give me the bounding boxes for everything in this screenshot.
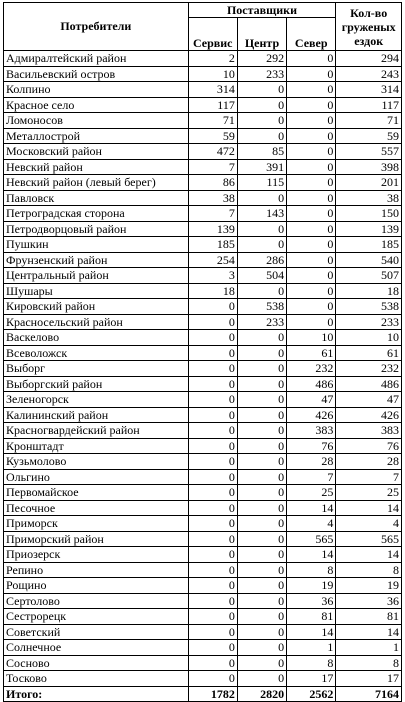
table-row bbox=[4, 97, 402, 113]
table-row bbox=[4, 547, 402, 563]
service-value: 59 bbox=[188, 128, 237, 144]
service-value: 38 bbox=[188, 190, 237, 206]
consumer-name: Шушары bbox=[4, 283, 189, 299]
consumer-name: Красное село bbox=[4, 97, 189, 113]
north-value: 14 bbox=[287, 500, 336, 516]
consumer-name: Выборгский район bbox=[4, 376, 189, 392]
table-row bbox=[4, 640, 402, 656]
service-value: 0 bbox=[188, 361, 237, 377]
service-value: 0 bbox=[188, 640, 237, 656]
table-row bbox=[4, 423, 402, 439]
total-value: 4 bbox=[336, 516, 402, 532]
center-value: 0 bbox=[237, 500, 286, 516]
table-row bbox=[4, 82, 402, 98]
consumer-name: Васкелово bbox=[4, 330, 189, 346]
table-row bbox=[4, 624, 402, 640]
consumer-name: Кронштадт bbox=[4, 438, 189, 454]
consumer-name: Металлострой bbox=[4, 128, 189, 144]
consumer-name: Невский район bbox=[4, 159, 189, 175]
north-value: 0 bbox=[287, 82, 336, 98]
table-row bbox=[4, 454, 402, 470]
table-body bbox=[4, 51, 402, 687]
total-value: 61 bbox=[336, 345, 402, 361]
total-service: 1782 bbox=[188, 686, 237, 702]
service-value: 0 bbox=[188, 454, 237, 470]
table-row bbox=[4, 237, 402, 253]
total-value: 8 bbox=[336, 655, 402, 671]
service-value: 0 bbox=[188, 438, 237, 454]
service-value: 0 bbox=[188, 345, 237, 361]
total-value: 486 bbox=[336, 376, 402, 392]
table-row bbox=[4, 531, 402, 547]
service-value: 7 bbox=[188, 159, 237, 175]
consumer-name: Рощино bbox=[4, 578, 189, 594]
center-value: 0 bbox=[237, 376, 286, 392]
header-center: Центр bbox=[237, 18, 286, 51]
center-value: 0 bbox=[237, 97, 286, 113]
north-value: 0 bbox=[287, 221, 336, 237]
north-value: 232 bbox=[287, 361, 336, 377]
total-value: 14 bbox=[336, 500, 402, 516]
service-value: 0 bbox=[188, 624, 237, 640]
total-value: 14 bbox=[336, 547, 402, 563]
total-value: 76 bbox=[336, 438, 402, 454]
center-value: 143 bbox=[237, 206, 286, 222]
north-value: 0 bbox=[287, 268, 336, 284]
consumer-name: Невский район (левый берег) bbox=[4, 175, 189, 191]
table-row bbox=[4, 190, 402, 206]
center-value: 115 bbox=[237, 175, 286, 191]
header-north: Север bbox=[287, 18, 336, 51]
table-row bbox=[4, 159, 402, 175]
service-value: 7 bbox=[188, 206, 237, 222]
north-value: 0 bbox=[287, 159, 336, 175]
total-value: 232 bbox=[336, 361, 402, 377]
center-value: 0 bbox=[237, 128, 286, 144]
total-value: 71 bbox=[336, 113, 402, 129]
table-row bbox=[4, 268, 402, 284]
total-value: 557 bbox=[336, 144, 402, 160]
consumer-name: Приморский район bbox=[4, 531, 189, 547]
center-value: 0 bbox=[237, 283, 286, 299]
table-row bbox=[4, 438, 402, 454]
north-value: 28 bbox=[287, 454, 336, 470]
north-value: 486 bbox=[287, 376, 336, 392]
north-value: 19 bbox=[287, 578, 336, 594]
total-value: 243 bbox=[336, 66, 402, 82]
total-value: 10 bbox=[336, 330, 402, 346]
total-value: 201 bbox=[336, 175, 402, 191]
service-value: 0 bbox=[188, 485, 237, 501]
consumer-name: Сертолово bbox=[4, 593, 189, 609]
service-value: 0 bbox=[188, 392, 237, 408]
consumer-name: Центральный район bbox=[4, 268, 189, 284]
center-value: 538 bbox=[237, 299, 286, 315]
north-value: 0 bbox=[287, 206, 336, 222]
center-value: 0 bbox=[237, 392, 286, 408]
table-row bbox=[4, 113, 402, 129]
service-value: 0 bbox=[188, 423, 237, 439]
total-label: Итого: bbox=[4, 686, 189, 702]
center-value: 0 bbox=[237, 423, 286, 439]
total-value: 81 bbox=[336, 609, 402, 625]
total-value: 14 bbox=[336, 624, 402, 640]
north-value: 0 bbox=[287, 97, 336, 113]
north-value: 17 bbox=[287, 671, 336, 687]
table-row bbox=[4, 376, 402, 392]
service-value: 0 bbox=[188, 299, 237, 315]
center-value: 0 bbox=[237, 655, 286, 671]
north-value: 565 bbox=[287, 531, 336, 547]
table-row bbox=[4, 128, 402, 144]
north-value: 0 bbox=[287, 144, 336, 160]
center-value: 0 bbox=[237, 469, 286, 485]
consumer-name: Колпино bbox=[4, 82, 189, 98]
total-value: 18 bbox=[336, 283, 402, 299]
table-row bbox=[4, 206, 402, 222]
center-value: 0 bbox=[237, 593, 286, 609]
center-value: 0 bbox=[237, 578, 286, 594]
consumer-name: Всеволожск bbox=[4, 345, 189, 361]
north-value: 426 bbox=[287, 407, 336, 423]
total-value: 38 bbox=[336, 190, 402, 206]
service-value: 0 bbox=[188, 578, 237, 594]
consumer-name: Павловск bbox=[4, 190, 189, 206]
service-value: 314 bbox=[188, 82, 237, 98]
consumer-name: Приморск bbox=[4, 516, 189, 532]
table-row bbox=[4, 485, 402, 501]
service-value: 0 bbox=[188, 671, 237, 687]
table-row bbox=[4, 500, 402, 516]
service-value: 3 bbox=[188, 268, 237, 284]
consumer-name: Красносельский район bbox=[4, 314, 189, 330]
total-value: 565 bbox=[336, 531, 402, 547]
north-value: 47 bbox=[287, 392, 336, 408]
north-value: 25 bbox=[287, 485, 336, 501]
center-value: 391 bbox=[237, 159, 286, 175]
total-value: 294 bbox=[336, 51, 402, 67]
service-value: 2 bbox=[188, 51, 237, 67]
service-value: 254 bbox=[188, 252, 237, 268]
total-center: 2820 bbox=[237, 686, 286, 702]
center-value: 286 bbox=[237, 252, 286, 268]
north-value: 8 bbox=[287, 655, 336, 671]
center-value: 0 bbox=[237, 454, 286, 470]
center-value: 0 bbox=[237, 237, 286, 253]
service-value: 0 bbox=[188, 516, 237, 532]
center-value: 0 bbox=[237, 640, 286, 656]
center-value: 233 bbox=[237, 314, 286, 330]
total-value: 59 bbox=[336, 128, 402, 144]
consumer-name: Первомайское bbox=[4, 485, 189, 501]
consumer-name: Пушкин bbox=[4, 237, 189, 253]
north-value: 81 bbox=[287, 609, 336, 625]
header-service: Сервис bbox=[188, 18, 237, 51]
service-value: 0 bbox=[188, 314, 237, 330]
table-row bbox=[4, 299, 402, 315]
north-value: 383 bbox=[287, 423, 336, 439]
consumer-name: Советский bbox=[4, 624, 189, 640]
center-value: 0 bbox=[237, 609, 286, 625]
north-value: 0 bbox=[287, 66, 336, 82]
table-row bbox=[4, 407, 402, 423]
total-value: 7 bbox=[336, 469, 402, 485]
table-row bbox=[4, 655, 402, 671]
north-value: 0 bbox=[287, 283, 336, 299]
consumer-name: Ломоносов bbox=[4, 113, 189, 129]
service-value: 86 bbox=[188, 175, 237, 191]
service-value: 472 bbox=[188, 144, 237, 160]
service-value: 0 bbox=[188, 655, 237, 671]
north-value: 36 bbox=[287, 593, 336, 609]
north-value: 76 bbox=[287, 438, 336, 454]
table-row bbox=[4, 671, 402, 687]
consumer-name: Красногвардейский район bbox=[4, 423, 189, 439]
north-value: 0 bbox=[287, 175, 336, 191]
table-row bbox=[4, 175, 402, 191]
consumer-name: Зеленогорск bbox=[4, 392, 189, 408]
service-value: 0 bbox=[188, 469, 237, 485]
total-value: 36 bbox=[336, 593, 402, 609]
center-value: 292 bbox=[237, 51, 286, 67]
consumer-name: Приозерск bbox=[4, 547, 189, 563]
center-value: 504 bbox=[237, 268, 286, 284]
total-value: 139 bbox=[336, 221, 402, 237]
header-suppliers: Поставщики bbox=[188, 3, 336, 18]
total-value: 398 bbox=[336, 159, 402, 175]
north-value: 0 bbox=[287, 113, 336, 129]
table-row bbox=[4, 361, 402, 377]
service-value: 0 bbox=[188, 330, 237, 346]
center-value: 0 bbox=[237, 516, 286, 532]
service-value: 185 bbox=[188, 237, 237, 253]
table-row bbox=[4, 516, 402, 532]
total-value: 507 bbox=[336, 268, 402, 284]
north-value: 1 bbox=[287, 640, 336, 656]
consumer-name: Петроградская сторона bbox=[4, 206, 189, 222]
table-row bbox=[4, 283, 402, 299]
north-value: 4 bbox=[287, 516, 336, 532]
service-value: 117 bbox=[188, 97, 237, 113]
center-value: 0 bbox=[237, 485, 286, 501]
service-value: 0 bbox=[188, 547, 237, 563]
north-value: 8 bbox=[287, 562, 336, 578]
center-value: 233 bbox=[237, 66, 286, 82]
north-value: 10 bbox=[287, 330, 336, 346]
header-total-trips: Кол-во груженых ездок bbox=[336, 3, 402, 51]
center-value: 0 bbox=[237, 345, 286, 361]
consumer-name: Выборг bbox=[4, 361, 189, 377]
table-row bbox=[4, 345, 402, 361]
consumer-name: Московский район bbox=[4, 144, 189, 160]
service-value: 71 bbox=[188, 113, 237, 129]
north-value: 0 bbox=[287, 299, 336, 315]
center-value: 0 bbox=[237, 221, 286, 237]
service-value: 0 bbox=[188, 500, 237, 516]
total-value: 150 bbox=[336, 206, 402, 222]
table-row bbox=[4, 562, 402, 578]
service-value: 10 bbox=[188, 66, 237, 82]
consumer-name: Петродворцовый район bbox=[4, 221, 189, 237]
center-value: 0 bbox=[237, 190, 286, 206]
consumer-name: Солнечное bbox=[4, 640, 189, 656]
consumer-name: Сестрорецк bbox=[4, 609, 189, 625]
total-value: 25 bbox=[336, 485, 402, 501]
north-value: 0 bbox=[287, 252, 336, 268]
service-value: 0 bbox=[188, 407, 237, 423]
north-value: 0 bbox=[287, 237, 336, 253]
consumer-name: Сосново bbox=[4, 655, 189, 671]
total-value: 426 bbox=[336, 407, 402, 423]
north-value: 0 bbox=[287, 51, 336, 67]
header-consumers: Потребители bbox=[4, 3, 189, 51]
consumer-name: Калининский район bbox=[4, 407, 189, 423]
table-row bbox=[4, 51, 402, 67]
consumer-name: Тосково bbox=[4, 671, 189, 687]
total-row bbox=[4, 686, 402, 702]
center-value: 0 bbox=[237, 407, 286, 423]
north-value: 14 bbox=[287, 624, 336, 640]
service-value: 0 bbox=[188, 609, 237, 625]
north-value: 14 bbox=[287, 547, 336, 563]
consumer-name: Ольгино bbox=[4, 469, 189, 485]
table-row bbox=[4, 392, 402, 408]
total-value: 1 bbox=[336, 640, 402, 656]
center-value: 85 bbox=[237, 144, 286, 160]
center-value: 0 bbox=[237, 82, 286, 98]
center-value: 0 bbox=[237, 624, 286, 640]
table-row bbox=[4, 66, 402, 82]
north-value: 0 bbox=[287, 128, 336, 144]
table-row bbox=[4, 252, 402, 268]
consumer-name: Кузьмолово bbox=[4, 454, 189, 470]
consumer-name: Фрунзенский район bbox=[4, 252, 189, 268]
total-value: 117 bbox=[336, 97, 402, 113]
consumer-name: Кировский район bbox=[4, 299, 189, 315]
service-value: 139 bbox=[188, 221, 237, 237]
service-value: 0 bbox=[188, 562, 237, 578]
total-trips: 7164 bbox=[336, 686, 402, 702]
table-row bbox=[4, 314, 402, 330]
table-row bbox=[4, 330, 402, 346]
deliveries-table bbox=[3, 2, 402, 702]
center-value: 0 bbox=[237, 547, 286, 563]
total-value: 28 bbox=[336, 454, 402, 470]
north-value: 0 bbox=[287, 314, 336, 330]
total-value: 185 bbox=[336, 237, 402, 253]
center-value: 0 bbox=[237, 330, 286, 346]
consumer-name: Васильевский остров bbox=[4, 66, 189, 82]
table-row bbox=[4, 144, 402, 160]
center-value: 0 bbox=[237, 671, 286, 687]
total-value: 540 bbox=[336, 252, 402, 268]
table-row bbox=[4, 578, 402, 594]
consumer-name: Песочное bbox=[4, 500, 189, 516]
center-value: 0 bbox=[237, 531, 286, 547]
center-value: 0 bbox=[237, 113, 286, 129]
service-value: 0 bbox=[188, 593, 237, 609]
service-value: 18 bbox=[188, 283, 237, 299]
table-row bbox=[4, 221, 402, 237]
total-value: 17 bbox=[336, 671, 402, 687]
total-value: 19 bbox=[336, 578, 402, 594]
total-value: 47 bbox=[336, 392, 402, 408]
consumer-name: Репино bbox=[4, 562, 189, 578]
total-north: 2562 bbox=[287, 686, 336, 702]
center-value: 0 bbox=[237, 562, 286, 578]
service-value: 0 bbox=[188, 531, 237, 547]
total-value: 8 bbox=[336, 562, 402, 578]
north-value: 0 bbox=[287, 190, 336, 206]
center-value: 0 bbox=[237, 361, 286, 377]
total-value: 383 bbox=[336, 423, 402, 439]
total-value: 314 bbox=[336, 82, 402, 98]
table-row bbox=[4, 593, 402, 609]
table-row bbox=[4, 469, 402, 485]
center-value: 0 bbox=[237, 438, 286, 454]
consumer-name: Адмиралтейский район bbox=[4, 51, 189, 67]
north-value: 7 bbox=[287, 469, 336, 485]
north-value: 61 bbox=[287, 345, 336, 361]
service-value: 0 bbox=[188, 376, 237, 392]
total-value: 233 bbox=[336, 314, 402, 330]
table-row bbox=[4, 609, 402, 625]
total-value: 538 bbox=[336, 299, 402, 315]
